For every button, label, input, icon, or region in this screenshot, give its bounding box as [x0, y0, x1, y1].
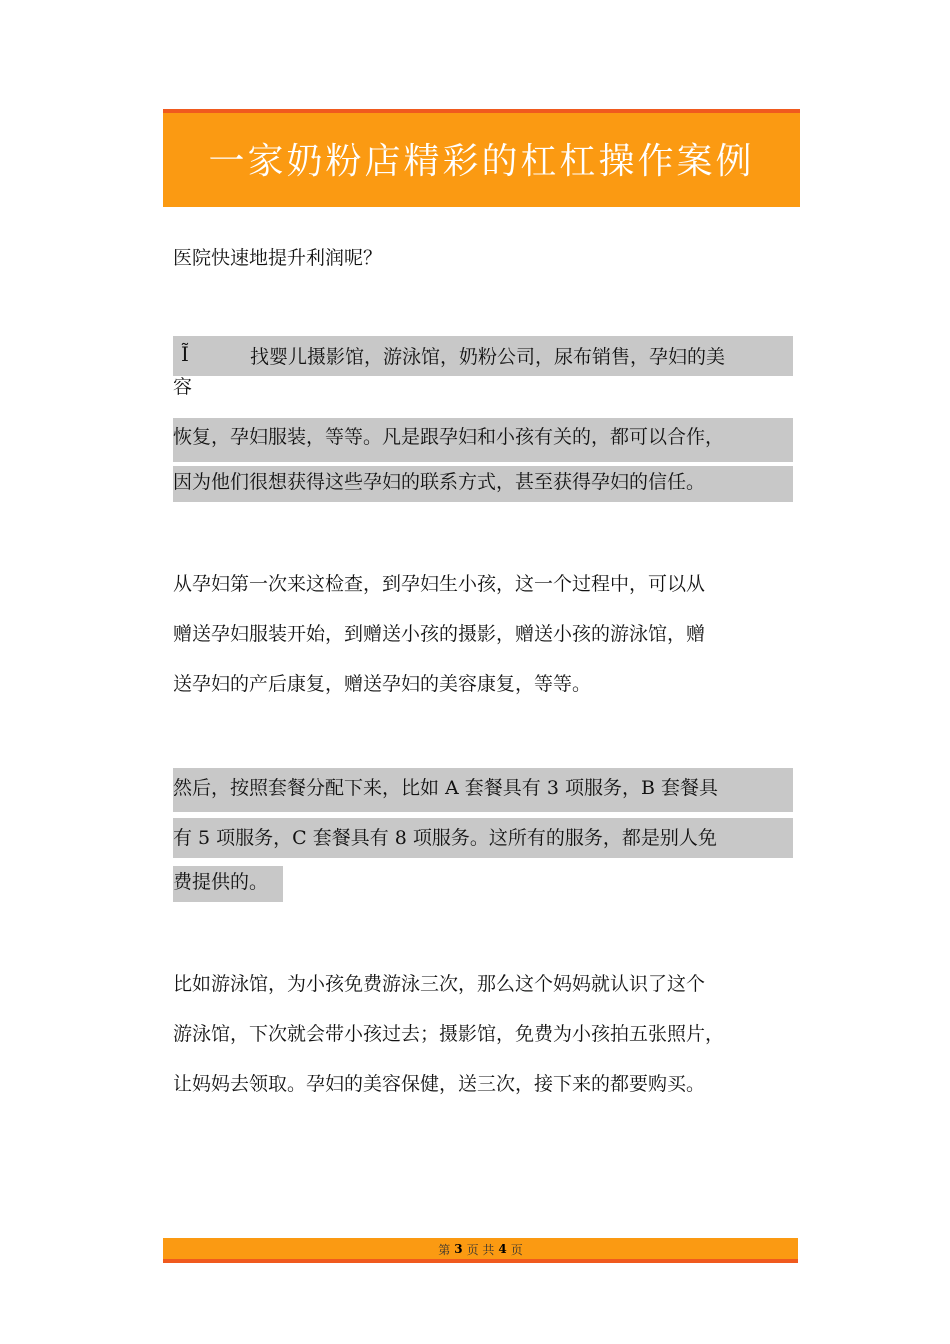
paragraph-line: 容 [173, 376, 193, 398]
paragraph-line: 费提供的。 [173, 866, 283, 902]
paragraph-line: 送孕妇的产后康复，赠送孕妇的美容康复，等等。 [173, 673, 592, 695]
paragraph-line: 赠送孕妇服装开始，到赠送小孩的摄影，赠送小孩的游泳馆，赠 [173, 623, 706, 645]
paragraph-line: 从孕妇第一次来这检查，到孕妇生小孩，这一个过程中，可以从 [173, 573, 706, 595]
page-suffix: 页 [510, 1242, 523, 1257]
paragraph-line: 游泳馆，下次就会带小孩过去；摄影馆，免费为小孩拍五张照片， [173, 1023, 725, 1045]
paragraph-line: 有 5 项服务，C 套餐具有 8 项服务。这所有的服务，都是别人免 [173, 818, 793, 858]
page-middle-text: 页 共 [466, 1242, 495, 1257]
paragraph-line: 让妈妈去领取。孕妇的美容保健，送三次，接下来的都要购买。 [173, 1073, 706, 1095]
paragraph-line: 恢复，孕妇服装，等等。凡是跟孕妇和小孩有关的，都可以合作， [173, 418, 793, 462]
paragraph-line: 比如游泳馆，为小孩免费游泳三次，那么这个妈妈就认识了这个 [173, 973, 706, 995]
paragraph-line: 找婴儿摄影馆，游泳馆，奶粉公司，尿布销售，孕妇的美 [250, 346, 726, 368]
paragraph-line: 因为他们很想获得这些孕妇的联系方式，甚至获得孕妇的信任。 [173, 466, 793, 502]
bullet-marker: Ĩ [181, 342, 189, 366]
document-title: 一家奶粉店精彩的杠杠操作案例 [208, 140, 755, 182]
current-page-number: 3 [454, 1242, 463, 1256]
paragraph-line: 然后，按照套餐分配下来，比如 A 套餐具有 3 项服务，B 套餐具 [173, 768, 793, 812]
total-pages-number: 4 [498, 1242, 507, 1256]
paragraph-line: 医院快速地提升利润呢？ [173, 247, 383, 269]
page-prefix: 第 [438, 1242, 451, 1257]
page-indicator [163, 1238, 798, 1260]
